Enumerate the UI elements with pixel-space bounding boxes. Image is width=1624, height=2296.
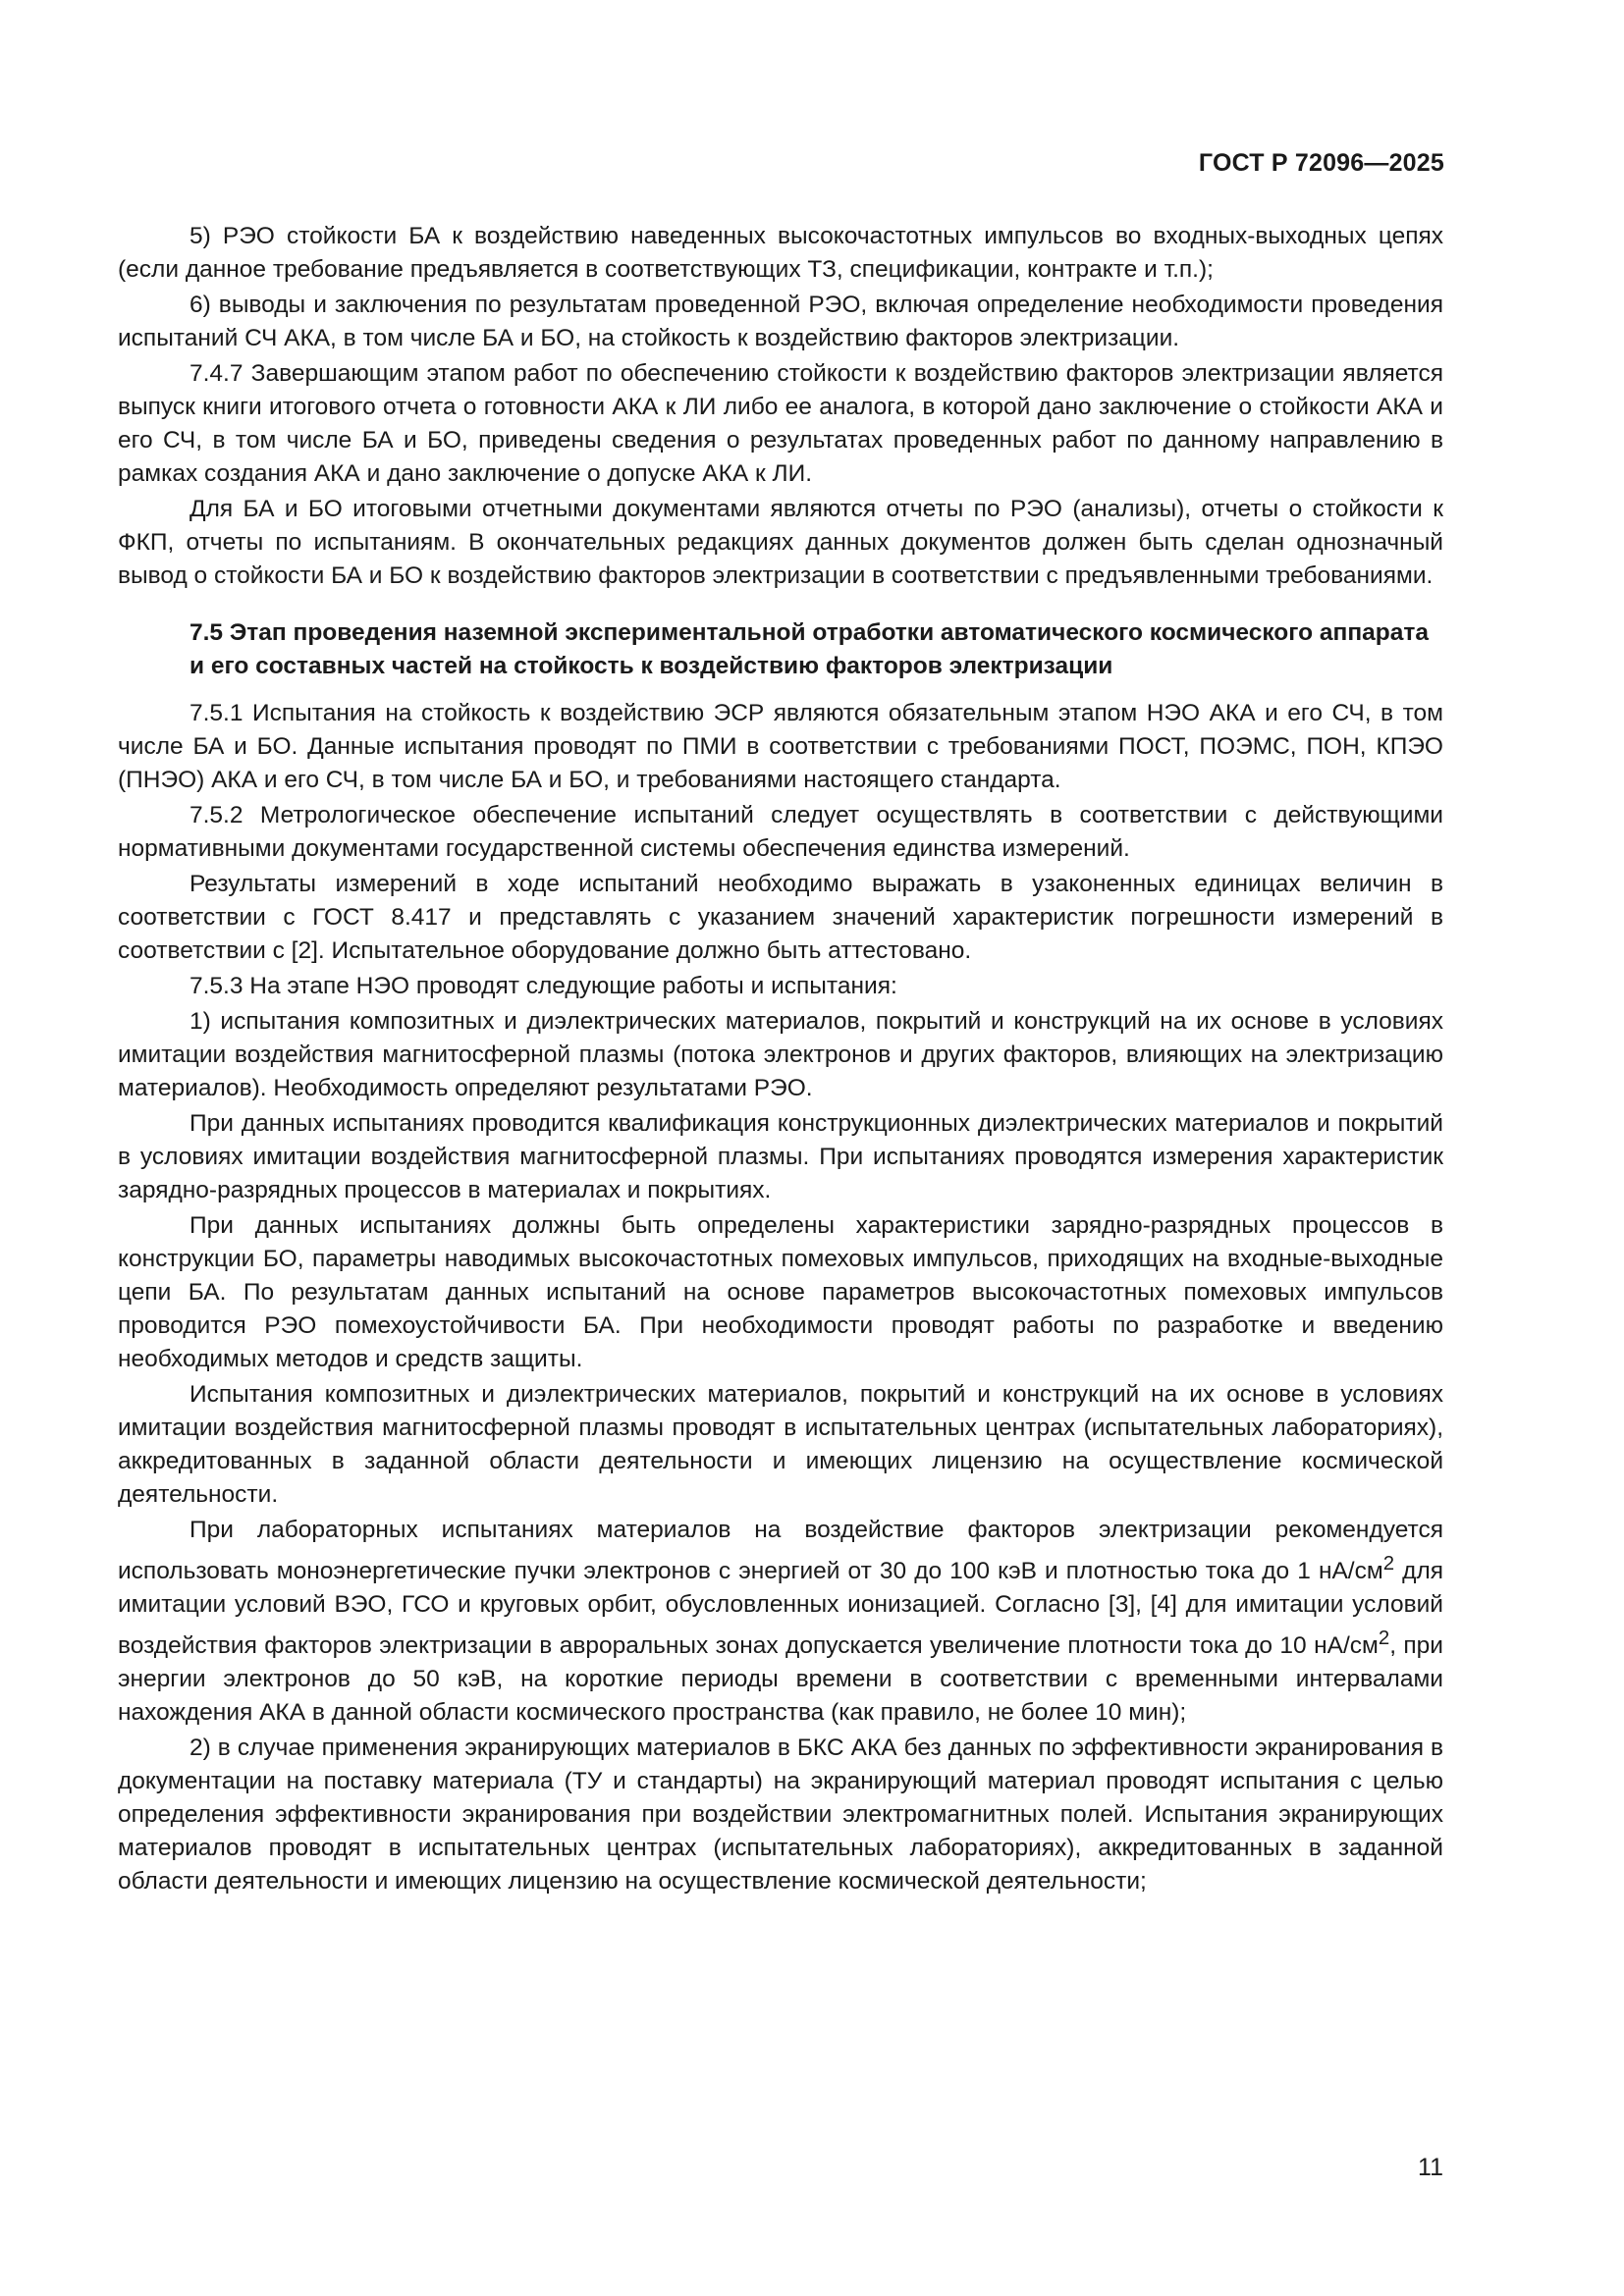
paragraph: 5) РЭО стойкости БА к воздействию наведенных высокочастотных импульсов во входных-выходных цепях (если данное требование предъявляется в соответствующих ТЗ, спецификации, контракте и т.п.); xyxy=(118,223,1443,283)
page-number: 11 xyxy=(1418,2154,1443,2181)
superscript: 2 xyxy=(1378,1628,1390,1650)
document-code-header: ГОСТ Р 72096—2025 xyxy=(1198,149,1444,177)
superscript: 2 xyxy=(1382,1553,1395,1575)
paragraph-lab-testing xyxy=(118,1514,1443,1730)
paragraph: 7.4.7 Завершающим этапом работ по обеспечению стойкости к воздействию факторов электризации является выпуск книги итогового отчета о готовности АКА к ЛИ либо ее аналога, в которой дано заключение о стойкости АКА и его СЧ, в том числе БА и БО, приведены сведения о результатах проведенных работ по данному направлению в рамках создания АКА и дано заключение о допуске АКА к ЛИ. xyxy=(118,360,1443,487)
paragraph-text: для имитации условий ВЭО, ГСО и круговых орбит, обусловленных ионизацией. Согласно [3], [4] для имитации условий воздействия факторов электризации в авроральных зонах допускается увеличение плотности тока до 10 нА/см xyxy=(118,1558,1444,1660)
paragraph: 7.5.1 Испытания на стойкость к воздействию ЭСР являются обязательным этапом НЭО АКА и его СЧ, в том числе БА и БО. Данные испытания проводят по ПМИ в соответствии с требованиями ПОСТ, ПОЭМС, ПОН, КПЭО (ПНЭО) АКА и его СЧ, в том числе БА и БО, и требованиями настоящего стандарта. xyxy=(118,700,1443,793)
paragraph-text: При лабораторных испытаниях материалов на воздействие факторов электризации рекомендуется использовать моноэнергетические пучки электронов с энергией от 30 до 100 кэВ и плотностью тока до 1 нА/см xyxy=(118,1517,1443,1585)
section-heading: 7.5 Этап проведения наземной экспериментальной отработки автоматического космического аппарата и его составных частей на стойкость к воздействию факторов электризации xyxy=(189,619,1429,679)
paragraph: Результаты измерений в ходе испытаний необходимо выражать в узаконенных единицах величин в соответствии с ГОСТ 8.417 и представлять с указанием значений характеристик погрешности измерений в соответствии с [2]. Испытательное оборудование должно быть аттестовано. xyxy=(118,871,1443,964)
paragraph: 2) в случае применения экранирующих материалов в БКС АКА без данных по эффективности экранирования в документации на поставку материала (ТУ и стандарты) на экранирующий материал проводят испытания с целью определения эффективности экранирования при воздействии электромагнитных полей. Испытания экранирующих материалов проводят в испытательных центрах (испытательных лабораториях), аккредитованных в заданной области деятельности и имеющих лицензию на осуществление космической деятельности; xyxy=(118,1735,1443,1896)
paragraph: 7.5.3 На этапе НЭО проводят следующие работы и испытания: xyxy=(189,973,897,999)
paragraph: Испытания композитных и диэлектрических материалов, покрытий и конструкций на их основе в условиях имитации воздействия магнитосферной плазмы проводят в испытательных центрах (испытательных лабораториях), аккредитованных в заданной области деятельности и имеющих лицензию на осуществление космической деятельности. xyxy=(118,1381,1443,1508)
paragraph: 6) выводы и заключения по результатам проведенной РЭО, включая определение необходимости проведения испытаний СЧ АКА, в том числе БА и БО, на стойкость к воздействию факторов электризации. xyxy=(118,292,1443,351)
paragraph: При данных испытаниях проводится квалификация конструкционных диэлектрических материалов и покрытий в условиях имитации воздействия магнитосферной плазмы. При испытаниях проводятся измерения характеристик зарядно-разрядных процессов в материалах и покрытиях. xyxy=(118,1110,1443,1203)
page-body xyxy=(118,220,1443,1900)
paragraph-text: , при энергии электронов до 50 кэВ, на короткие периоды времени в соответствии с временными интервалами нахождения АКА в данной области космического пространства (как правило, не более 10 мин); xyxy=(118,1632,1443,1727)
paragraph: Для БА и БО итоговыми отчетными документами являются отчеты по РЭО (анализы), отчеты о стойкости к ФКП, отчеты по испытаниям. В окончательных редакциях данных документов должен быть сделан однозначный вывод о стойкости БА и БО к воздействию факторов электризации в соответствии с предъявленными требованиями. xyxy=(118,496,1443,589)
paragraph: 1) испытания композитных и диэлектрических материалов, покрытий и конструкций на их основе в условиях имитации воздействия магнитосферной плазмы (потока электронов и других факторов, влияющих на электризацию материалов). Необходимость определяют результатами РЭО. xyxy=(118,1008,1443,1101)
paragraph: 7.5.2 Метрологическое обеспечение испытаний следует осуществлять в соответствии с действующими нормативными документами государственной системы обеспечения единства измерений. xyxy=(118,802,1443,862)
paragraph: При данных испытаниях должны быть определены характеристики зарядно-разрядных процессов в конструкции БО, параметры наводимых высокочастотных помеховых импульсов, приходящих на входные-выходные цепи БА. По результатам данных испытаний на основе параметров высокочастотных помеховых импульсов проводится РЭО помехоустойчивости БА. При необходимости проводят работы по разработке и введению необходимых методов и средств защиты. xyxy=(118,1212,1443,1372)
